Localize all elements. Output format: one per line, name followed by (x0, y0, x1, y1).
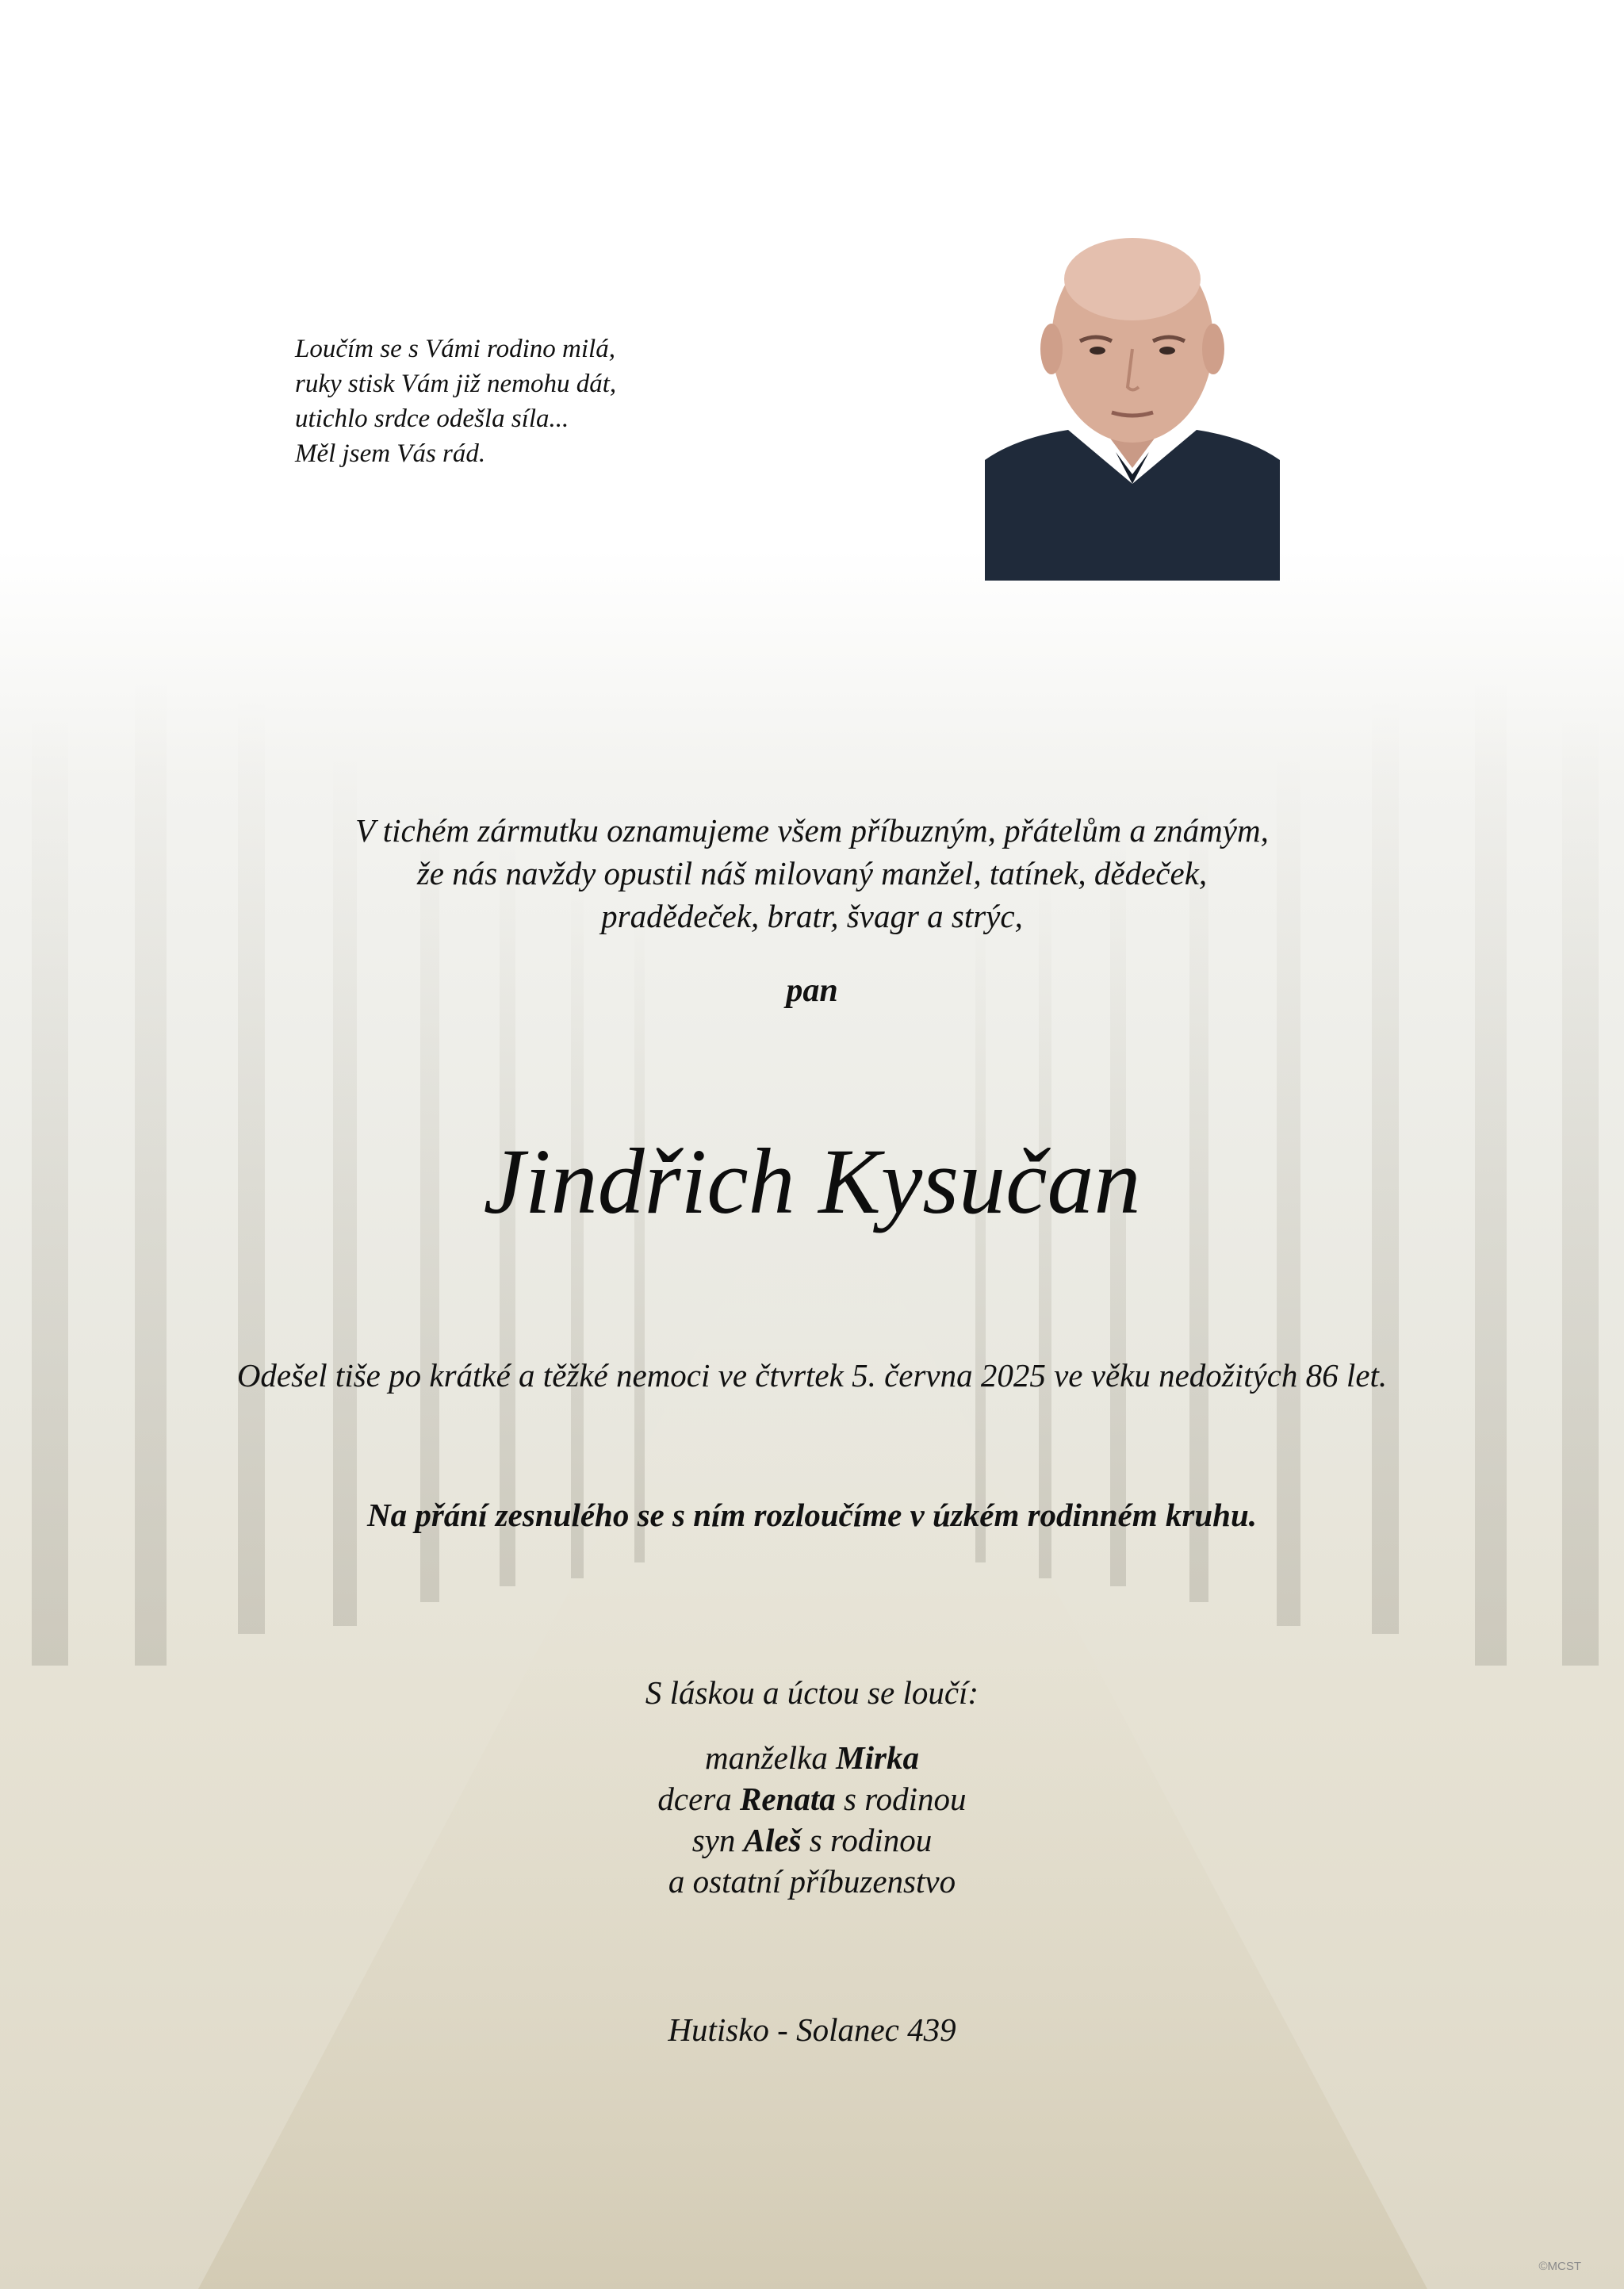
mourners-heading: S láskou a úctou se loučí: (645, 1674, 979, 1711)
mourner-relation: a ostatní příbuzenstvo (668, 1863, 956, 1900)
mourner-line (396, 1819, 1228, 1861)
mourner-relation: syn (691, 1822, 744, 1858)
farewell-poem (295, 332, 707, 471)
mourner-relation: dcera (657, 1781, 741, 1817)
poem-line: Loučím se s Vámi rodino milá, (295, 335, 615, 363)
portrait-photo (985, 222, 1280, 581)
poem-line: Měl jsem Vás rád. (295, 439, 486, 468)
farewell-note: Na přání zesnulého se s ním rozloučíme v úzkém rodinném kruhu. (366, 1497, 1258, 1533)
mourner-name: Mirka (836, 1739, 919, 1776)
copyright-mark: ©MCST (1538, 2260, 1581, 2273)
mourner-suffix: s rodinou (801, 1822, 933, 1858)
deceased-name: Jindřich Kysučan (483, 1129, 1141, 1233)
mourner-relation: manželka (705, 1739, 837, 1776)
mourner-suffix: s rodinou (835, 1781, 967, 1817)
mourner-line (396, 1737, 1228, 1778)
mourner-name: Renata (740, 1781, 836, 1817)
death-notice: Odešel tiše po krátké a těžké nemoci ve čtvrtek 5. června 2025 ve věku nedožitých 86 let. (236, 1357, 1388, 1394)
announcement-line: že nás navždy opustil náš milovaný manžel, tatínek, dědeček, (416, 855, 1208, 891)
mourner-name: Aleš (743, 1822, 802, 1858)
salutation: pan (786, 972, 838, 1009)
mourner-line (396, 1778, 1228, 1819)
poem-line: ruky stisk Vám již nemohu dát, (295, 370, 617, 398)
mourner-line (396, 1861, 1228, 1902)
mourners-list (396, 1737, 1228, 1902)
poem-line: utichlo srdce odešla síla... (295, 405, 569, 433)
announcement-line: V tichém zármutku oznamujeme všem příbuzným, přátelům a známým, (355, 812, 1269, 849)
announcement-line: pradědeček, bratr, švagr a strýc, (601, 898, 1023, 934)
announcement-text (159, 809, 1465, 937)
address: Hutisko - Solanec 439 (668, 2011, 956, 2048)
